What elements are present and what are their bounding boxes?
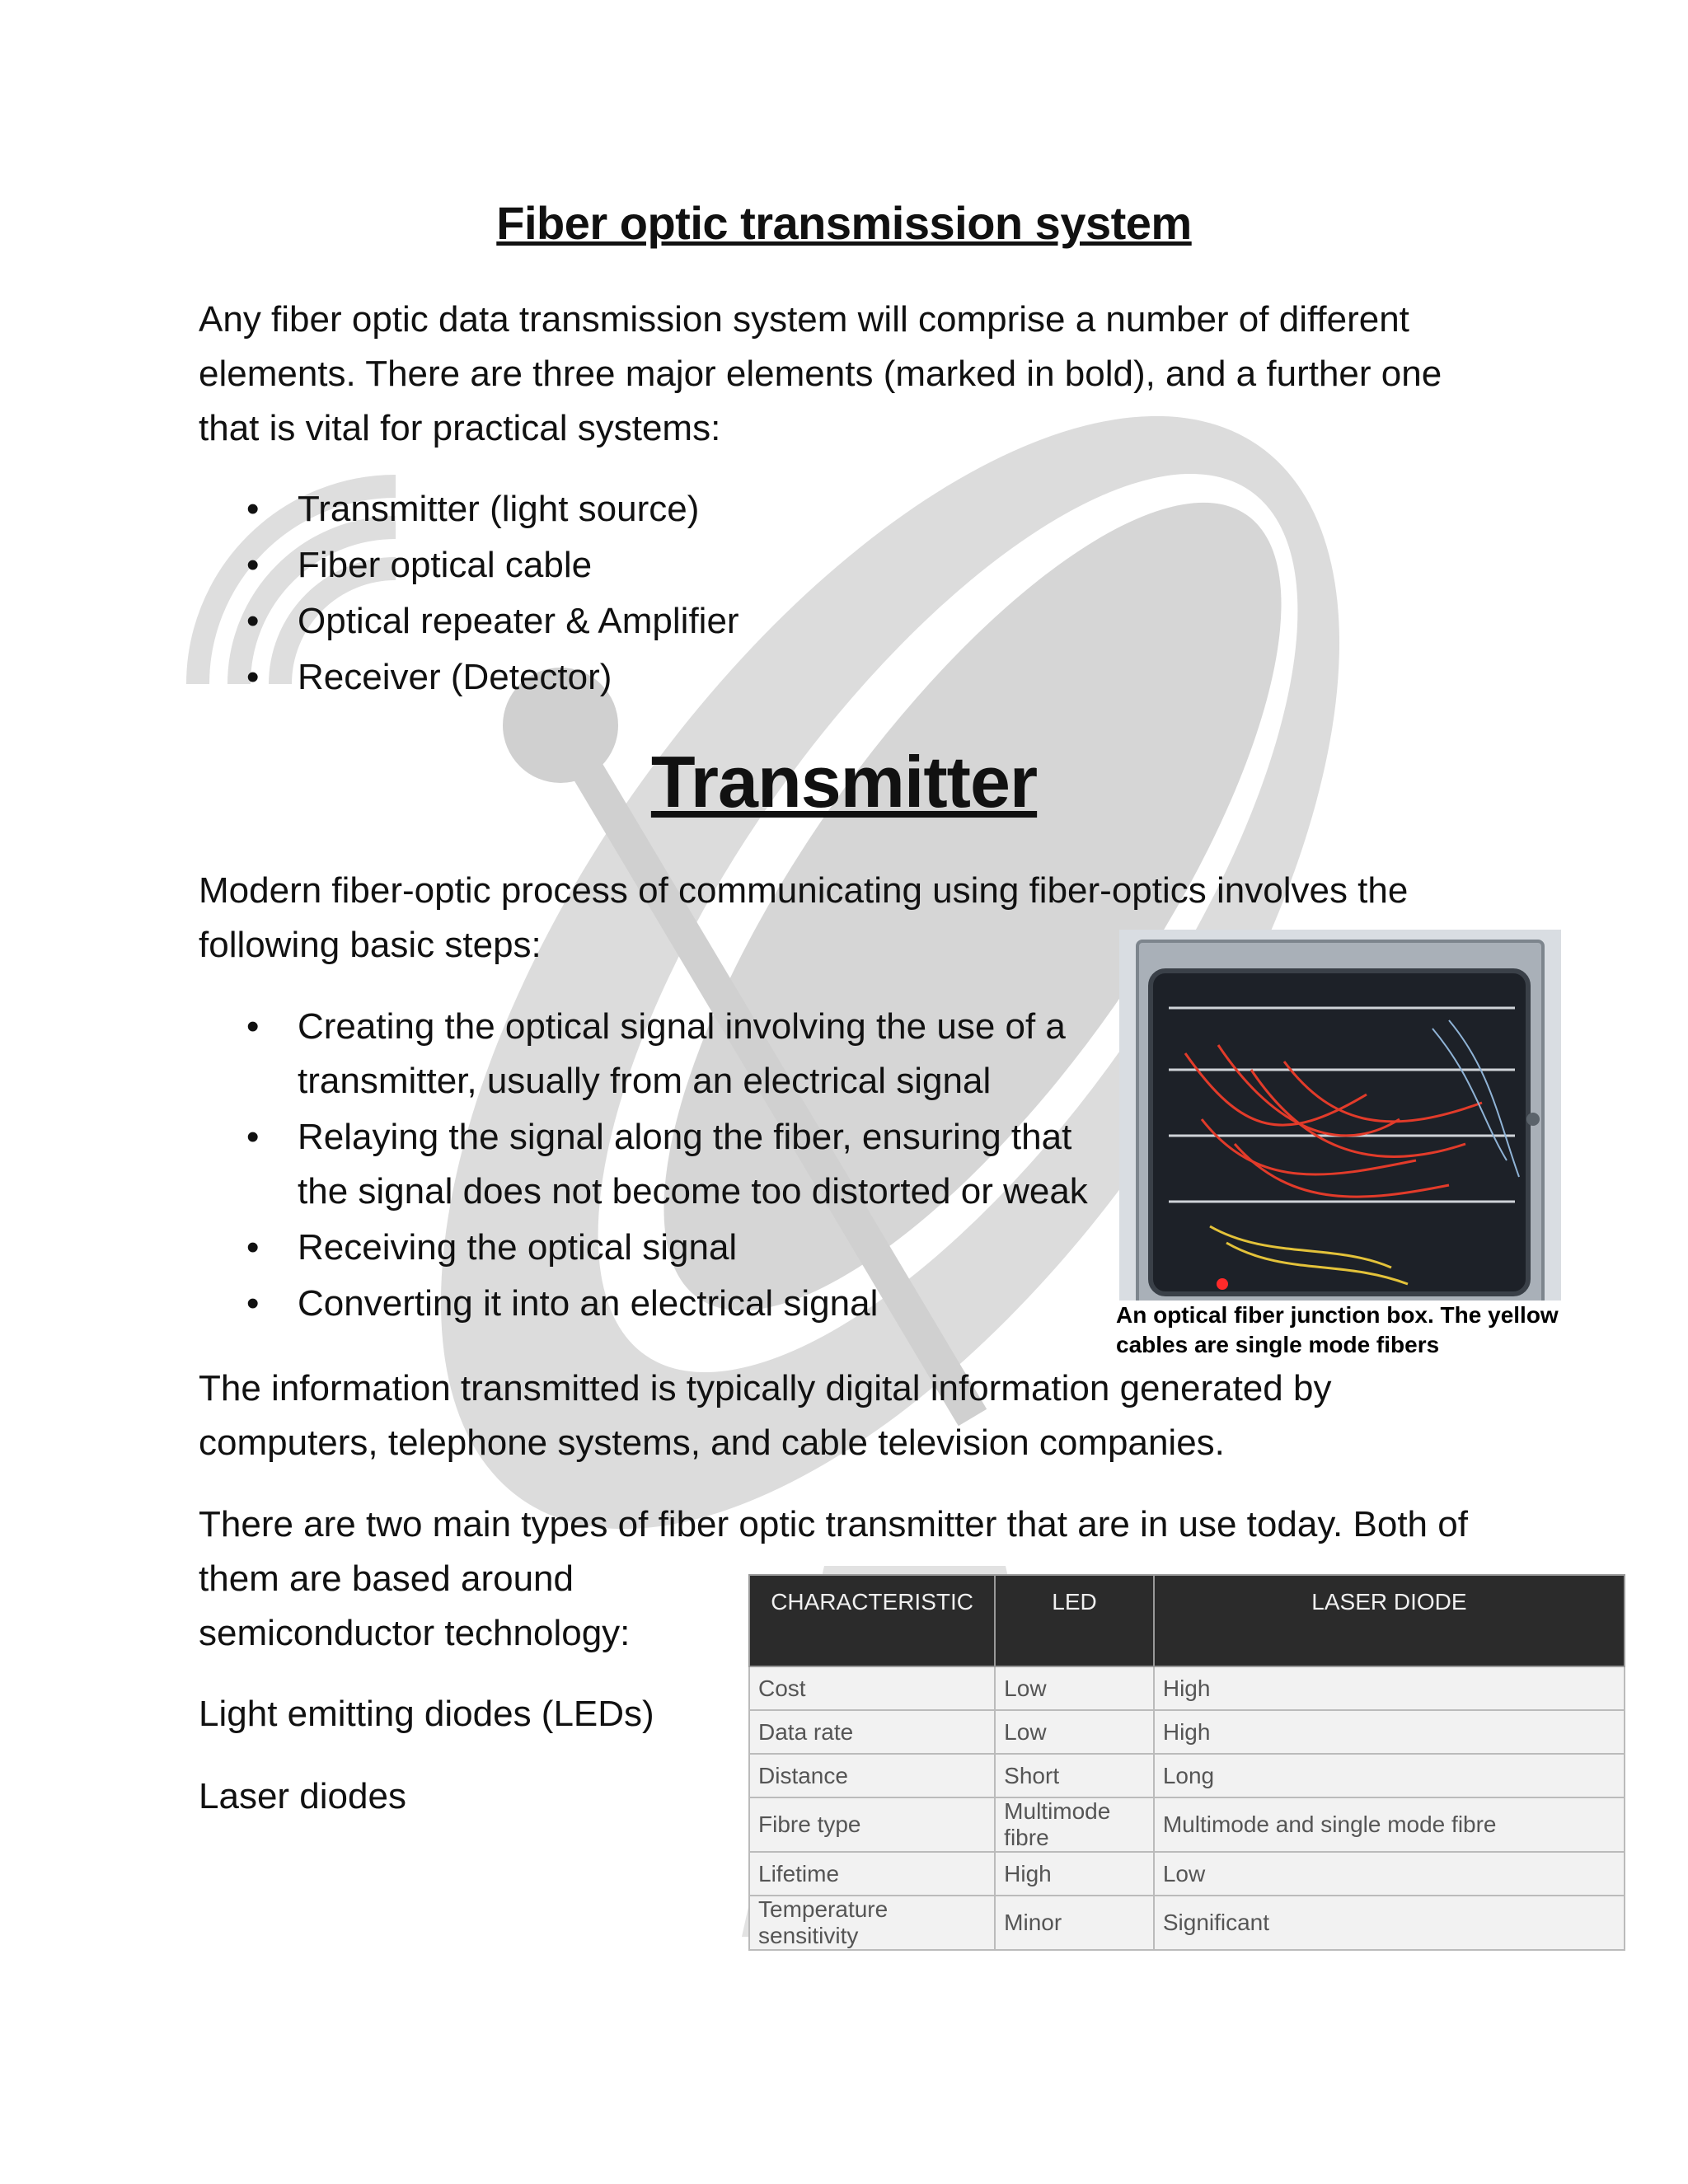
- table-cell: Fibre type: [749, 1797, 995, 1852]
- types-intro-line-2: them are based around: [199, 1558, 574, 1599]
- table-cell: Cost: [749, 1666, 995, 1710]
- type-led: Light emitting diodes (LEDs): [199, 1694, 654, 1734]
- table-row: [749, 1710, 1625, 1754]
- page-title: Fiber optic transmission system: [496, 197, 1192, 249]
- table-row: [749, 1797, 1625, 1852]
- table-cell: Significant: [1154, 1896, 1625, 1950]
- intro-paragraph: Any fiber optic data transmission system will comprise a number of different elements. There are three major elements (marked in bold), and a further one that is vital for practical systems:: [199, 299, 1442, 448]
- table-cell: Multimode fibre: [995, 1797, 1154, 1852]
- table-cell: Low: [1154, 1852, 1625, 1896]
- characteristics-table: [748, 1574, 1625, 1951]
- steps-list: [199, 1000, 1114, 1331]
- table-cell: Short: [995, 1754, 1154, 1797]
- table-cell: Distance: [749, 1754, 995, 1797]
- list-item: • Transmitter (light source): [199, 482, 739, 537]
- table-cell: Lifetime: [749, 1852, 995, 1896]
- figure-caption: An optical fiber junction box. The yellow cables are single mode fibers: [1116, 1301, 1561, 1360]
- table-row: [749, 1754, 1625, 1797]
- table-cell: Multimode and single mode fibre: [1154, 1797, 1625, 1852]
- table-cell: Minor: [995, 1896, 1154, 1950]
- list-item: • Converting it into an electrical signal: [199, 1277, 1114, 1331]
- table-cell: High: [1154, 1710, 1625, 1754]
- table-row: [749, 1896, 1625, 1950]
- type-laser: Laser diodes: [199, 1776, 406, 1816]
- types-intro-line-1: There are two main types of fiber optic transmitter that are in use today. Both of: [199, 1504, 1468, 1544]
- table-cell: Data rate: [749, 1710, 995, 1754]
- table-header-row: [749, 1575, 1625, 1666]
- types-intro-line-3: semiconductor technology:: [199, 1613, 631, 1653]
- list-item: • Receiver (Detector): [199, 650, 739, 705]
- table-cell: Low: [995, 1710, 1154, 1754]
- junction-box-image: [1119, 930, 1561, 1352]
- list-item: • Optical repeater & Amplifier: [199, 594, 739, 649]
- table-cell: Low: [995, 1666, 1154, 1710]
- table-cell: High: [995, 1852, 1154, 1896]
- table-row: [749, 1852, 1625, 1896]
- header-characteristic: CHARACTERISTIC: [749, 1575, 995, 1666]
- header-laser-diode: LASER DIODE: [1154, 1575, 1625, 1666]
- steps-intro-paragraph: Modern fiber-optic process of communicating using fiber-optics involves the following basic steps:: [199, 870, 1409, 965]
- header-led: LED: [995, 1575, 1154, 1666]
- info-paragraph: The information transmitted is typically digital information generated by computers, telephone systems, and cable television companies.: [199, 1368, 1332, 1463]
- list-item: • Creating the optical signal involving the use of a transmitter, usually from an electrical signal: [199, 1000, 1114, 1108]
- table-cell: High: [1154, 1666, 1625, 1710]
- table-row: [749, 1666, 1625, 1710]
- section-title-transmitter: Transmitter: [650, 741, 1038, 823]
- elements-list: [199, 482, 739, 705]
- list-item: • Relaying the signal along the fiber, ensuring that the signal does not become too distorted or weak: [199, 1110, 1114, 1219]
- table-cell: Long: [1154, 1754, 1625, 1797]
- list-item: • Receiving the optical signal: [199, 1221, 1114, 1275]
- table-cell: Temperature sensitivity: [749, 1896, 995, 1950]
- list-item: • Fiber optical cable: [199, 538, 739, 593]
